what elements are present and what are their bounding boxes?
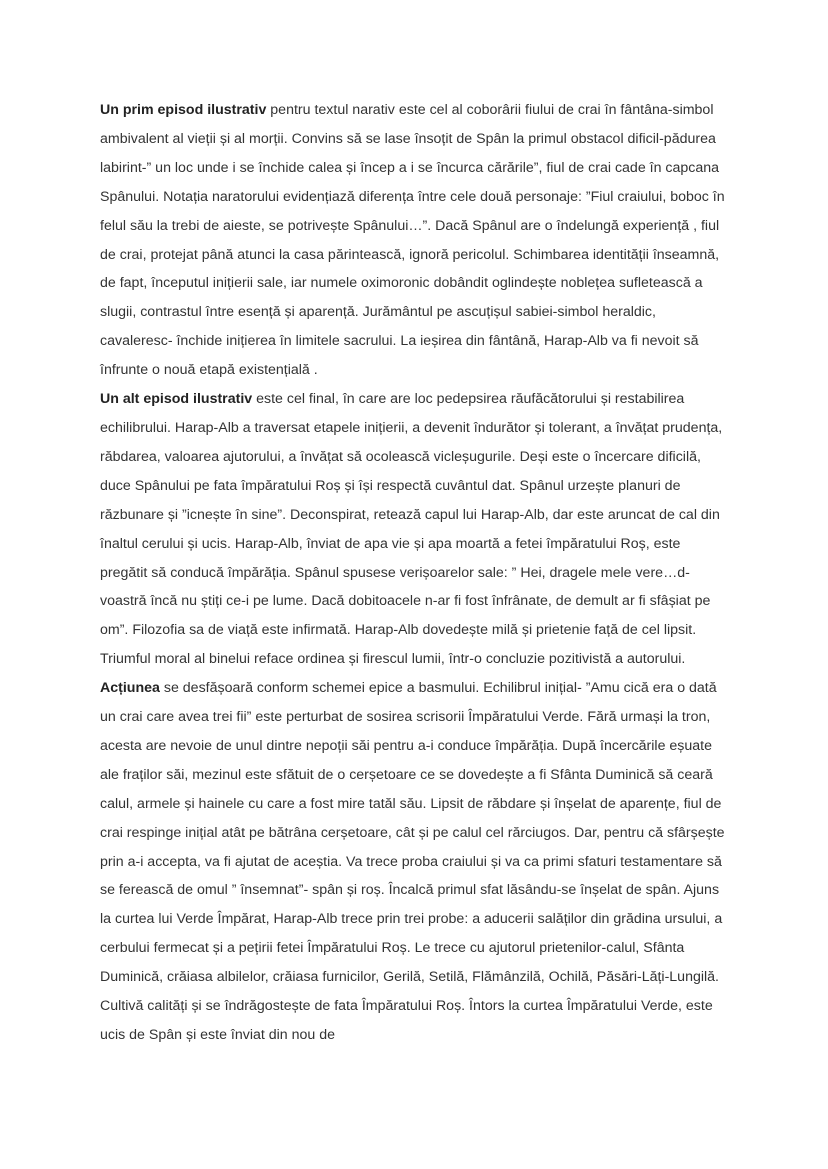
paragraph-action: [100, 674, 730, 1050]
paragraph-text: este cel final, în care are loc pedepsirea răufăcătorului și restabilirea echilibrului. Harap-Alb a traversat etapele inițierii, a devenit îndurător și tolerant, a învățat prudența, răbdarea, valoarea ajutorului, a învățat să ocolească vicleșugurile. Deși este o încercare dificilă, duce Spânului pe fata împăratului Roș și își respectă cuvântul dat. Spânul urzește planuri de răzbunare și ”icnește în sine”. Deconspirat, retează capul lui Harap-Alb, dar este aruncat de cal din înaltul cerului și ucis. Harap-Alb, înviat de apa vie și apa moartă a fetei împăratului Roș, este pregătit să conducă împărăția. Spânul spusese verișoarelor sale: ” Hei, dragele mele vere…d-voastră încă nu știți ce-i pe lume. Dacă dobitoacele n-ar fi fost înfrânate, de demult ar fi sfâșiat pe om”. Filozofia sa de viață este infirmată. Harap-Alb dovedește milă și prietenie față de cel lipsit. Triumful moral al binelui reface ordinea și firescul lumii, într-o concluzie pozitivistă a autorului.: [100, 391, 723, 668]
paragraph-text: se desfășoară conform schemei epice a basmului. Echilibrul inițial- ”Amu cică era o dată un crai care avea trei fii” este perturbat de sosirea scrisorii Împăratului Verde. Fără urmași la tron, acesta are nevoie de unul dintre nepoții săi pentru a-i conduce împărăția. După încercările eșuate ale fraților săi, mezinul este sfătuit de o cerșetoare ce se dovedește a fi Sfânta Duminică să ceară calul, armele și hainele cu care a fost mire tatăl său. Lipsit de răbdare și înșelat de aparențe, fiul de crai respinge inițial atât pe bătrâna cerșetoare, cât și pe calul cel rărciugos. Dar, pentru că sfârșește prin a-i accepta, va fi ajutat de aceștia. Va trece proba craiului și va ca primi sfaturi testamentare să se ferească de omul ” însemnat”- spân și roș. Încalcă primul sfat lăsându-se înșelat de spân. Ajuns la curtea lui Verde Împărat, Harap-Alb trece prin trei probe: a aducerii salăților din grădina ursului, a cerbului fermecat și a pețirii fetei Împăratului Roș. Le trece cu ajutorul prietenilor-calul, Sfânta Duminică, crăiasa albilelor, crăiasa furnicilor, Gerilă, Setilă, Flămânzilă, Ochilă, Păsări-Lăți-Lungilă. Cultivă calități și se îndrăgostește de fata Împăratului Roș. Întors la curtea Împăratului Verde, este ucis de Spân și este înviat din nou de: [100, 680, 725, 1043]
paragraph-lead: Acțiunea: [100, 680, 160, 697]
paragraph-final-episode: [100, 385, 730, 674]
paragraph-lead: Un alt episod ilustrativ: [100, 391, 253, 408]
paragraph-text: pentru textul narativ este cel al coborârii fiului de crai în fântâna-simbol ambivalent al vieții și al morții. Convins să se lase însoțit de Spân la primul obstacol dificil-pădurea labirint-” un loc unde i se închide calea și încep a i se încurca cărările”, fiul de crai cade în capcana Spânului. Notația naratorului evidențiază diferența între cele două personaje: ”Fiul craiului, boboc în felul său la trebi de aieste, se potrivește Spânului…”. Dacă Spânul are o îndelungă experiență , fiul de crai, protejat până atunci la casa părintească, ignoră pericolul. Schimbarea identității înseamnă, de fapt, începutul inițierii sale, iar numele oximoronic dobândit oglindește noblețea sufletească a slugii, contrastul între esență și aparență. Jurământul pe ascuțișul sabiei-simbol heraldic, cavaleresc- închide inițierea în limitele sacrului. La ieșirea din fântână, Harap-Alb va fi nevoit să înfrunte o nouă etapă existențială .: [100, 102, 725, 379]
document-page: [100, 96, 730, 1050]
paragraph-first-episode: [100, 96, 730, 385]
paragraph-lead: Un prim episod ilustrativ: [100, 102, 267, 118]
